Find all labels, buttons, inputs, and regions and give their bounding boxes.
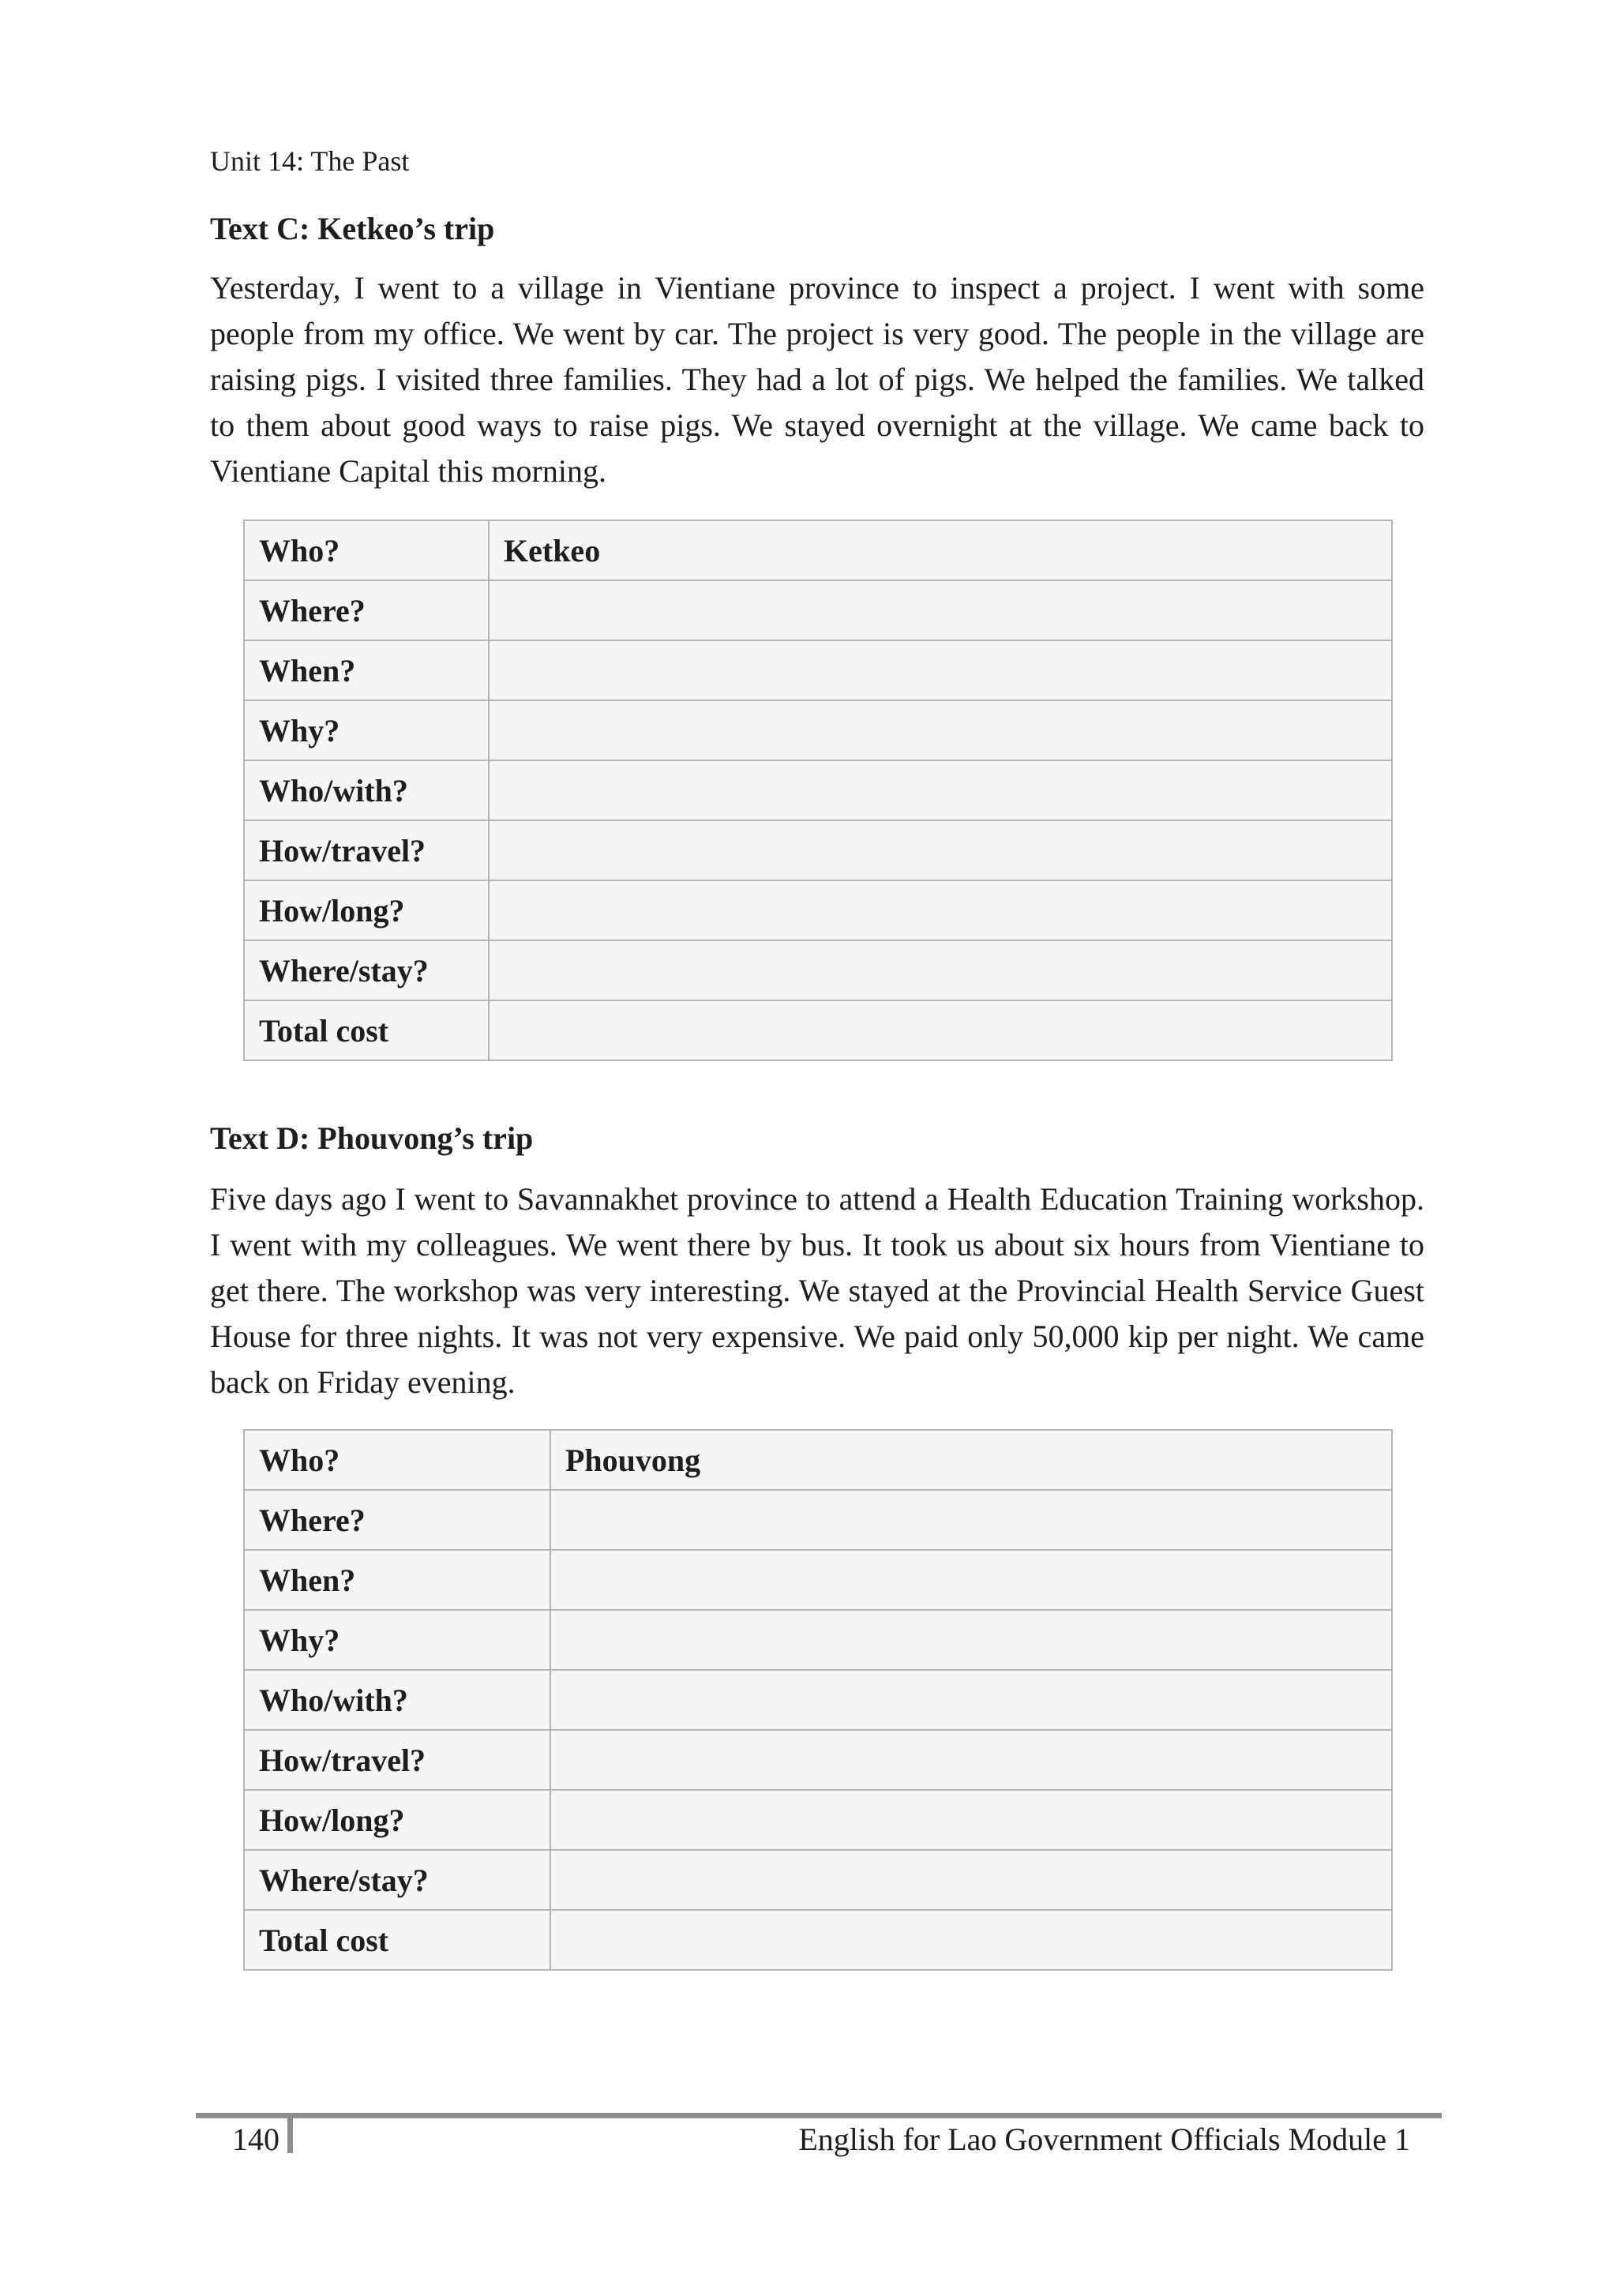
answer-cell (489, 760, 1392, 820)
text-c-answer-table (243, 520, 1393, 1061)
question-cell: When? (244, 640, 489, 700)
question-cell: How/long? (244, 1790, 550, 1850)
text-d-answer-table (243, 1429, 1393, 1971)
answer-cell (489, 820, 1392, 880)
question-cell: Who/with? (244, 760, 489, 820)
question-cell: Where? (244, 1490, 550, 1550)
question-cell: Where/stay? (244, 940, 489, 1000)
table-row (244, 1790, 1392, 1850)
table-row (244, 1550, 1392, 1610)
table-row (244, 1850, 1392, 1910)
question-cell: How/travel? (244, 1730, 550, 1790)
answer-cell (550, 1490, 1392, 1550)
text-d-heading: Text D: Phouvong’s trip (210, 1120, 534, 1156)
question-cell: Why? (244, 1610, 550, 1670)
answer-cell (550, 1850, 1392, 1910)
book-title: English for Lao Government Officials Module 1 (798, 2122, 1410, 2157)
question-cell: Why? (244, 700, 489, 760)
answer-cell (550, 1610, 1392, 1670)
table-row (244, 1490, 1392, 1550)
table-row (244, 1670, 1392, 1730)
question-cell: How/travel? (244, 820, 489, 880)
answer-cell (489, 940, 1392, 1000)
answer-cell (489, 880, 1392, 940)
answer-cell (489, 640, 1392, 700)
table-row (244, 1430, 1392, 1490)
answer-cell (550, 1790, 1392, 1850)
table-row (244, 580, 1392, 640)
table-row (244, 1000, 1392, 1060)
footer-rule (196, 2113, 1442, 2118)
text-d-passage: Five days ago I went to Savannakhet province to attend a Health Education Training workshop. I went with my colleagues. We went there by bus. It took us about six hours from Vientiane to get there. The workshop was very interesting. We stayed at the Provincial Health Service Guest House for three nights. It was not very expensive. We paid only 50,000 kip per night. We came back on Friday evening. (210, 1181, 1424, 1400)
answer-cell (550, 1910, 1392, 1970)
question-cell: Who/with? (244, 1670, 550, 1730)
question-cell: Where/stay? (244, 1850, 550, 1910)
table-row (244, 760, 1392, 820)
answer-cell (550, 1550, 1392, 1610)
table-row (244, 700, 1392, 760)
answer-cell (489, 700, 1392, 760)
answer-cell (489, 1000, 1392, 1060)
question-cell: Total cost (244, 1000, 489, 1060)
table-row (244, 1610, 1392, 1670)
table-row (244, 820, 1392, 880)
footer-divider (287, 2118, 293, 2153)
question-cell: How/long? (244, 880, 489, 940)
answer-cell (550, 1670, 1392, 1730)
table-row (244, 1910, 1392, 1970)
table-row (244, 520, 1392, 580)
answer-cell: Phouvong (550, 1430, 1392, 1490)
question-cell: Who? (244, 520, 489, 580)
table-row (244, 640, 1392, 700)
answer-cell (550, 1730, 1392, 1790)
question-cell: When? (244, 1550, 550, 1610)
table-row (244, 1730, 1392, 1790)
text-c-heading: Text C: Ketkeo’s trip (210, 211, 495, 246)
answer-cell (489, 580, 1392, 640)
table-row (244, 880, 1392, 940)
question-cell: Who? (244, 1430, 550, 1490)
question-cell: Total cost (244, 1910, 550, 1970)
running-head: Unit 14: The Past (210, 145, 410, 177)
question-cell: Where? (244, 580, 489, 640)
table-row (244, 940, 1392, 1000)
answer-cell: Ketkeo (489, 520, 1392, 580)
text-c-passage: Yesterday, I went to a village in Vientiane province to inspect a project. I went with some people from my office. We went by car. The project is very good. The people in the village are raising pigs. I visited three families. They had a lot of pigs. We helped the families. We talked to them about good ways to raise pigs. We stayed overnight at the village. We came back to Vientiane Capital this morning. (210, 270, 1424, 489)
page-number: 140 (232, 2122, 280, 2157)
